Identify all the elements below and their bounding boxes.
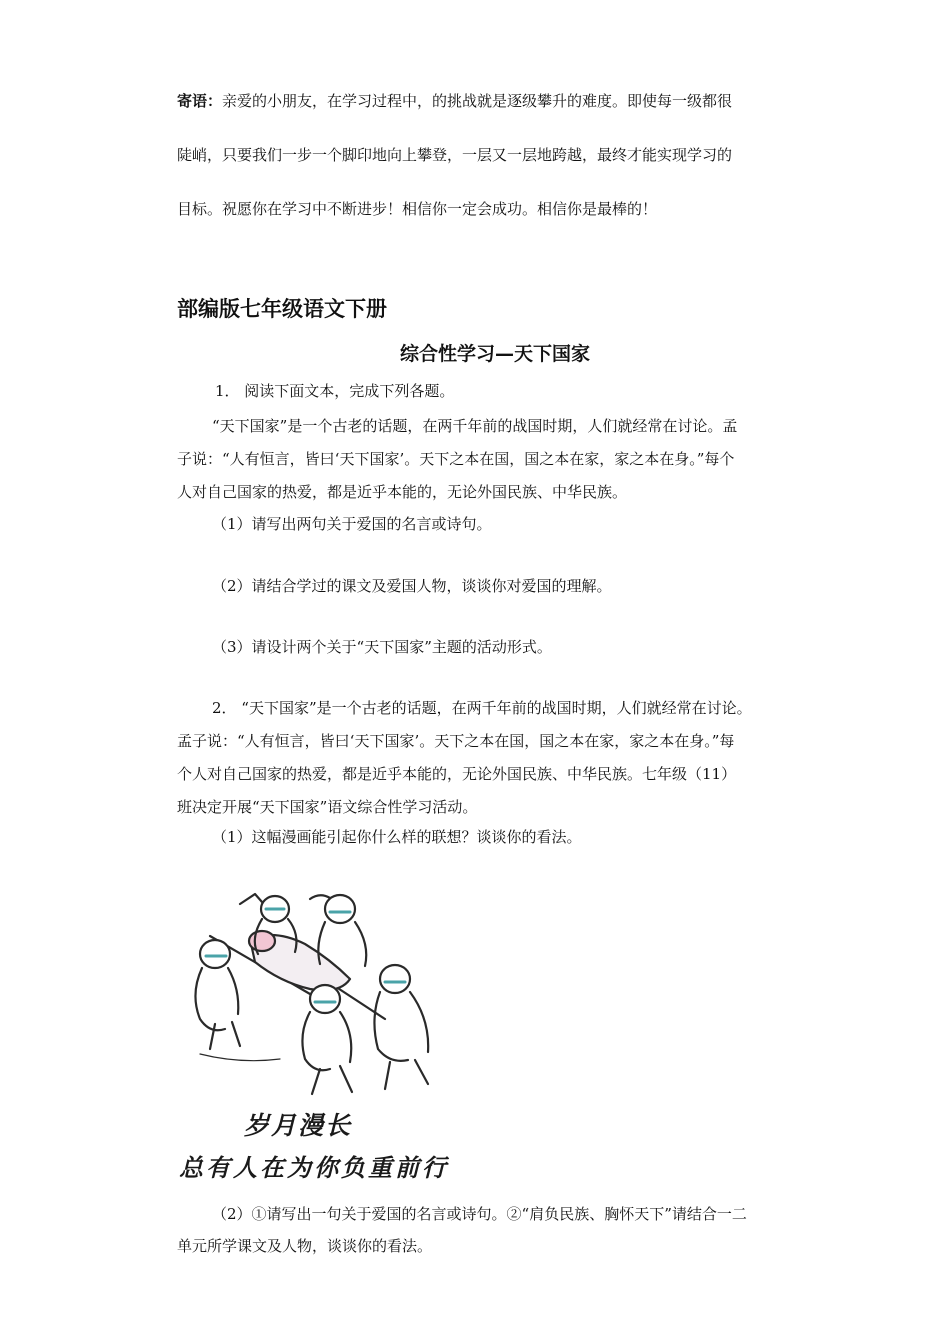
patient-head bbox=[249, 931, 275, 951]
intro-text-1: 亲爱的小朋友，在学习过程中，的挑战就是逐级攀升的难度。即使每一级都很 bbox=[222, 92, 733, 110]
q2-passage-line-1: 2． “天下国家”是一个古老的话题，在两千年前的战国时期，人们就经常在讨论。 bbox=[212, 699, 752, 717]
intro-line-3: 目标。祝愿你在学习中不断进步！相信你一定会成功。相信你是最棒的！ bbox=[177, 200, 658, 218]
q1-passage-line-1: “天下国家”是一个古老的话题，在两千年前的战国时期，人们就经常在讨论。孟 bbox=[212, 417, 738, 435]
q2-passage-line-2: 孟子说：“人有恒言，皆曰‘天下国家’。天下之本在国，国之本在家，家之本在身。”每 bbox=[177, 732, 735, 750]
book-title: 部编版七年级语文下册 bbox=[177, 297, 387, 321]
intro-label: 寄语： bbox=[177, 92, 223, 110]
q1-passage-line-2: 子说：“人有恒言，皆曰‘天下国家’。天下之本在国，国之本在家，家之本在身。”每个 bbox=[177, 450, 735, 468]
comic-caption-2: 总有人在为你负重前行 bbox=[179, 1154, 449, 1182]
intro-line-1 bbox=[177, 91, 809, 111]
q2-passage-line-4: 班决定开展“天下国家”语文综合性学习活动。 bbox=[177, 798, 478, 816]
q1-passage-line-3: 人对自己国家的热爱，都是近乎本能的，无论外国民族、中华民族。 bbox=[177, 483, 628, 501]
q2-sub-question-2-line-1: （2）①请写出一句关于爱国的名言或诗句。②“肩负民族、胸怀天下”请结合一二 bbox=[212, 1205, 747, 1223]
lesson-title: 综合性学习—天下国家 bbox=[399, 343, 590, 365]
q2-sub-question-2-line-2: 单元所学课文及人物，谈谈你的看法。 bbox=[177, 1237, 433, 1255]
q1-sub-question-2: （2）请结合学过的课文及爱国人物，谈谈你对爱国的理解。 bbox=[212, 577, 612, 595]
intro-line-2: 陡峭，只要我们一步一个脚印地向上攀登，一层又一层地跨越，最终才能实现学习的 bbox=[177, 146, 733, 164]
q2-passage-line-3: 个人对自己国家的热爱，都是近乎本能的，无论外国民族、中华民族。七年级（11） bbox=[177, 765, 737, 783]
q1-sub-question-3: （3）请设计两个关于“天下国家”主题的活动形式。 bbox=[212, 638, 552, 656]
q1-sub-question-1: （1）请写出两句关于爱国的名言或诗句。 bbox=[212, 515, 492, 533]
comic-caption-1: 岁月漫长 bbox=[244, 1111, 353, 1140]
q2-sub-question-1: （1）这幅漫画能引起你什么样的联想？谈谈你的看法。 bbox=[212, 828, 582, 846]
q1-prompt: 1． 阅读下面文本，完成下列各题。 bbox=[215, 382, 455, 400]
